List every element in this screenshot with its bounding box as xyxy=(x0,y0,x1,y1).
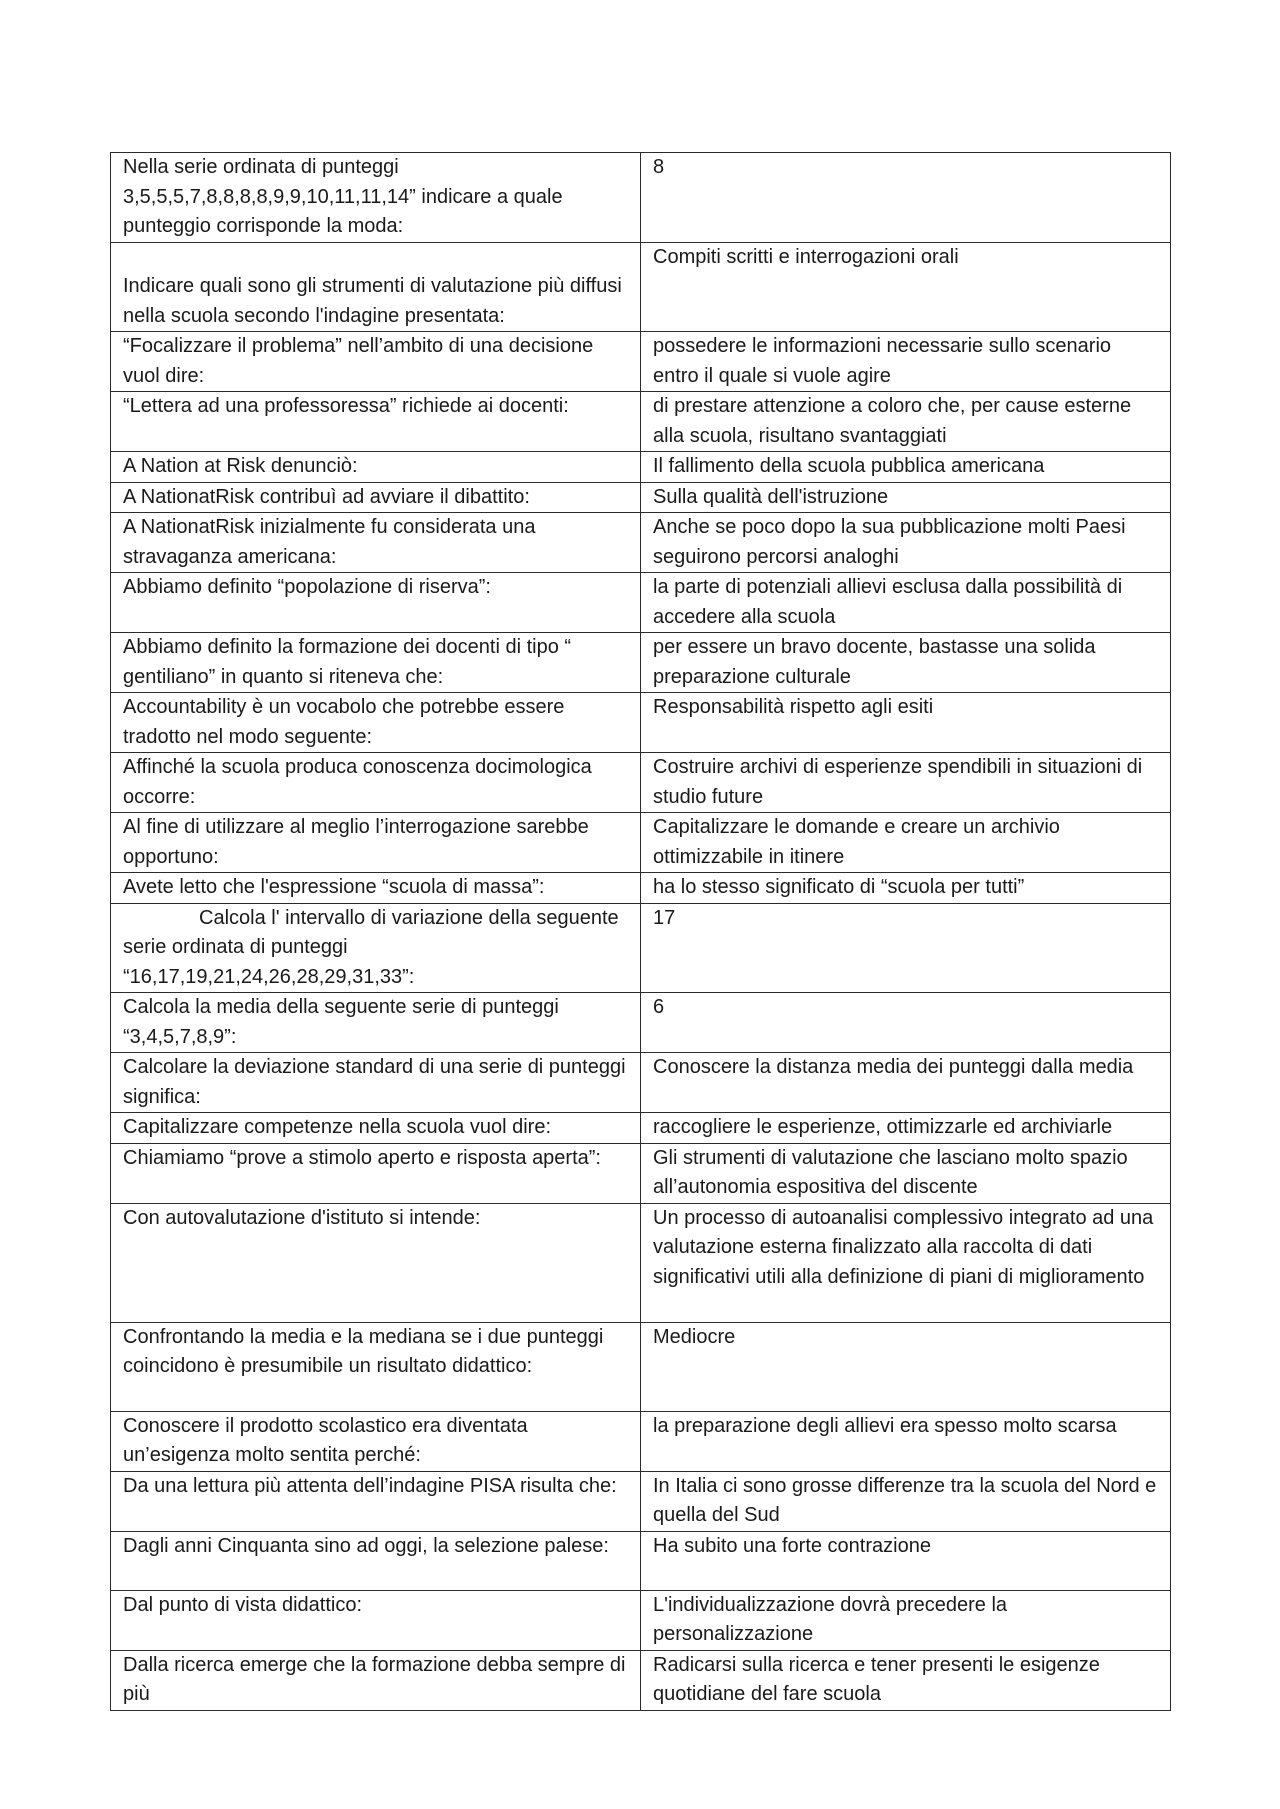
question-text: Abbiamo definito la formazione dei docenti di tipo “ gentiliano” in quanto si riteneva che: xyxy=(123,636,572,688)
table-row xyxy=(111,452,1171,483)
table-row xyxy=(111,693,1171,753)
answer-text: Anche se poco dopo la sua pubblicazione molti Paesi seguirono percorsi analoghi xyxy=(653,516,1126,568)
answer-text: ha lo stesso significato di “scuola per tutti” xyxy=(653,876,1025,898)
answer-text: Ha subito una forte contrazione xyxy=(653,1534,931,1557)
question-cell xyxy=(111,693,641,753)
answer-cell xyxy=(641,903,1171,993)
question-cell xyxy=(111,1053,641,1113)
answer-cell xyxy=(641,482,1171,513)
answer-text: Un processo di autoanalisi complessivo integrato ad una valutazione esterna finalizzato alla raccolta di dati significativi utili alla definizione di piani di miglioramento xyxy=(653,1206,1154,1288)
answer-cell xyxy=(641,153,1171,243)
answer-cell xyxy=(641,452,1171,483)
question-cell xyxy=(111,903,641,993)
table-row xyxy=(111,513,1171,573)
answer-text: di prestare attenzione a coloro che, per cause esterne alla scuola, risultano svantaggiati xyxy=(653,395,1132,447)
answer-text: Capitalizzare le domande e creare un archivio ottimizzabile in itinere xyxy=(653,816,1060,868)
question-text: Capitalizzare competenze nella scuola vuol dire: xyxy=(123,1116,552,1138)
answer-cell xyxy=(641,873,1171,904)
answer-cell xyxy=(641,1143,1171,1203)
question-text: Confrontando la media e la mediana se i due punteggi coincidono è presumibile un risultato didattico: xyxy=(123,1325,604,1377)
question-cell xyxy=(111,452,641,483)
question-cell xyxy=(111,482,641,513)
question-cell xyxy=(111,573,641,633)
answer-text: Radicarsi sulla ricerca e tener presenti le esigenze quotidiane del fare scuola xyxy=(653,1653,1100,1705)
question-cell xyxy=(111,153,641,243)
question-text: Nella serie ordinata di punteggi 3,5,5,5,7,8,8,8,8,9,9,10,11,11,14” indicare a quale punteggio corrisponde la moda: xyxy=(123,156,563,237)
question-text: Con autovalutazione d'istituto si intende: xyxy=(123,1206,481,1229)
answer-cell xyxy=(641,1650,1171,1710)
answer-text: raccogliere le esperienze, ottimizzarle ed archiviarle xyxy=(653,1116,1113,1138)
answer-text: 6 xyxy=(653,996,665,1018)
table-row xyxy=(111,1203,1171,1322)
answer-cell xyxy=(641,1531,1171,1590)
question-text: Dagli anni Cinquanta sino ad oggi, la selezione palese: xyxy=(123,1534,609,1557)
question-cell xyxy=(111,513,641,573)
question-cell xyxy=(111,1203,641,1322)
answer-text: Il fallimento della scuola pubblica americana xyxy=(653,455,1045,477)
answer-cell xyxy=(641,1203,1171,1322)
table-row xyxy=(111,153,1171,243)
answer-cell xyxy=(641,1411,1171,1471)
question-cell xyxy=(111,1322,641,1411)
table-row xyxy=(111,1650,1171,1710)
table-row xyxy=(111,1322,1171,1411)
question-cell xyxy=(111,1531,641,1590)
table-row xyxy=(111,1411,1171,1471)
question-text: Avete letto che l'espressione “scuola di massa”: xyxy=(123,876,545,898)
table-row xyxy=(111,1590,1171,1650)
question-text: Accountability è un vocabolo che potrebbe essere tradotto nel modo seguente: xyxy=(123,696,565,748)
answer-cell xyxy=(641,513,1171,573)
answer-text: In Italia ci sono grosse differenze tra la scuola del Nord e quella del Sud xyxy=(653,1474,1157,1526)
table-row xyxy=(111,1053,1171,1113)
answer-cell xyxy=(641,332,1171,392)
question-text: Indicare quali sono gli strumenti di valutazione più diffusi nella scuola secondo l'indagine presentata: xyxy=(123,275,622,327)
answer-text: Compiti scritti e interrogazioni orali xyxy=(653,245,959,268)
table-row xyxy=(111,332,1171,392)
question-text: Conoscere il prodotto scolastico era diventata un’esigenza molto sentita perché: xyxy=(123,1414,528,1466)
answer-text: per essere un bravo docente, bastasse una solida preparazione culturale xyxy=(653,636,1096,688)
answer-cell xyxy=(641,573,1171,633)
question-text: Abbiamo definito “popolazione di riserva”: xyxy=(123,576,491,598)
answer-text: 8 xyxy=(653,156,665,178)
table-row xyxy=(111,993,1171,1053)
answer-cell xyxy=(641,813,1171,873)
table-row xyxy=(111,633,1171,693)
table-row xyxy=(111,1531,1171,1590)
question-cell xyxy=(111,813,641,873)
question-text: “Focalizzare il problema” nell’ambito di una decisione vuol dire: xyxy=(123,335,594,387)
answer-cell xyxy=(641,753,1171,813)
question-text: Dalla ricerca emerge che la formazione debba sempre di più xyxy=(123,1653,626,1705)
answer-text: Responsabilità rispetto agli esiti xyxy=(653,696,934,718)
question-text: Chiamiamo “prove a stimolo aperto e risposta aperta”: xyxy=(123,1146,601,1169)
question-cell xyxy=(111,392,641,452)
answer-text: 17 xyxy=(653,906,676,929)
question-text: Al fine di utilizzare al meglio l’interrogazione sarebbe opportuno: xyxy=(123,816,589,868)
answer-cell xyxy=(641,392,1171,452)
table-row xyxy=(111,1113,1171,1144)
table-row xyxy=(111,903,1171,993)
table-row xyxy=(111,242,1171,332)
question-cell xyxy=(111,1143,641,1203)
answer-cell xyxy=(641,1471,1171,1531)
answer-cell xyxy=(641,993,1171,1053)
question-cell xyxy=(111,633,641,693)
table-row xyxy=(111,813,1171,873)
answer-cell xyxy=(641,693,1171,753)
answer-text: Sulla qualità dell'istruzione xyxy=(653,485,889,508)
question-text: Calcola la media della seguente serie di punteggi “3,4,5,7,8,9”: xyxy=(123,996,559,1048)
answer-cell xyxy=(641,1113,1171,1144)
question-text: Affinché la scuola produca conoscenza docimologica occorre: xyxy=(123,756,592,808)
answer-cell xyxy=(641,242,1171,332)
question-cell xyxy=(111,1471,641,1531)
question-cell xyxy=(111,753,641,813)
answer-text: Conoscere la distanza media dei punteggi dalla media xyxy=(653,1056,1134,1078)
question-text: “Lettera ad una professoressa” richiede ai docenti: xyxy=(123,395,569,417)
answer-cell xyxy=(641,1322,1171,1411)
table-row xyxy=(111,1143,1171,1203)
answer-text: possedere le informazioni necessarie sullo scenario entro il quale si vuole agire xyxy=(653,335,1112,387)
question-text: Calcolare la deviazione standard di una serie di punteggi significa: xyxy=(123,1056,626,1108)
question-cell xyxy=(111,993,641,1053)
answer-text: Costruire archivi di esperienze spendibili in situazioni di studio future xyxy=(653,756,1143,808)
question-text: Calcola l' intervallo di variazione della seguente serie ordinata di punteggi “16,17,19,21,24,26,28,29,31,33”: xyxy=(123,906,619,988)
question-text: Da una lettura più attenta dell’indagine PISA risulta che: xyxy=(123,1474,617,1497)
question-cell xyxy=(111,332,641,392)
question-cell xyxy=(111,1411,641,1471)
question-cell xyxy=(111,1113,641,1144)
question-text: A NationatRisk inizialmente fu considerata una stravaganza americana: xyxy=(123,516,536,568)
question-text: Dal punto di vista didattico: xyxy=(123,1593,363,1616)
table-row xyxy=(111,753,1171,813)
table-row xyxy=(111,573,1171,633)
qa-table xyxy=(110,152,1171,1711)
table-row xyxy=(111,482,1171,513)
answer-text: Gli strumenti di valutazione che lasciano molto spazio all’autonomia espositiva del discente xyxy=(653,1146,1128,1198)
table-row xyxy=(111,873,1171,904)
answer-text: L'individualizzazione dovrà precedere la personalizzazione xyxy=(653,1593,1008,1645)
question-cell xyxy=(111,1650,641,1710)
question-text: A Nation at Risk denunciò: xyxy=(123,455,358,477)
answer-cell xyxy=(641,1590,1171,1650)
answer-cell xyxy=(641,633,1171,693)
answer-text: la parte di potenziali allievi esclusa dalla possibilità di accedere alla scuola xyxy=(653,576,1123,628)
table-row xyxy=(111,392,1171,452)
question-cell xyxy=(111,873,641,904)
question-text: A NationatRisk contribuì ad avviare il dibattito: xyxy=(123,485,530,508)
answer-text: Mediocre xyxy=(653,1325,736,1348)
question-cell xyxy=(111,1590,641,1650)
table-row xyxy=(111,1471,1171,1531)
answer-text: la preparazione degli allievi era spesso molto scarsa xyxy=(653,1414,1117,1437)
question-cell xyxy=(111,242,641,332)
answer-cell xyxy=(641,1053,1171,1113)
